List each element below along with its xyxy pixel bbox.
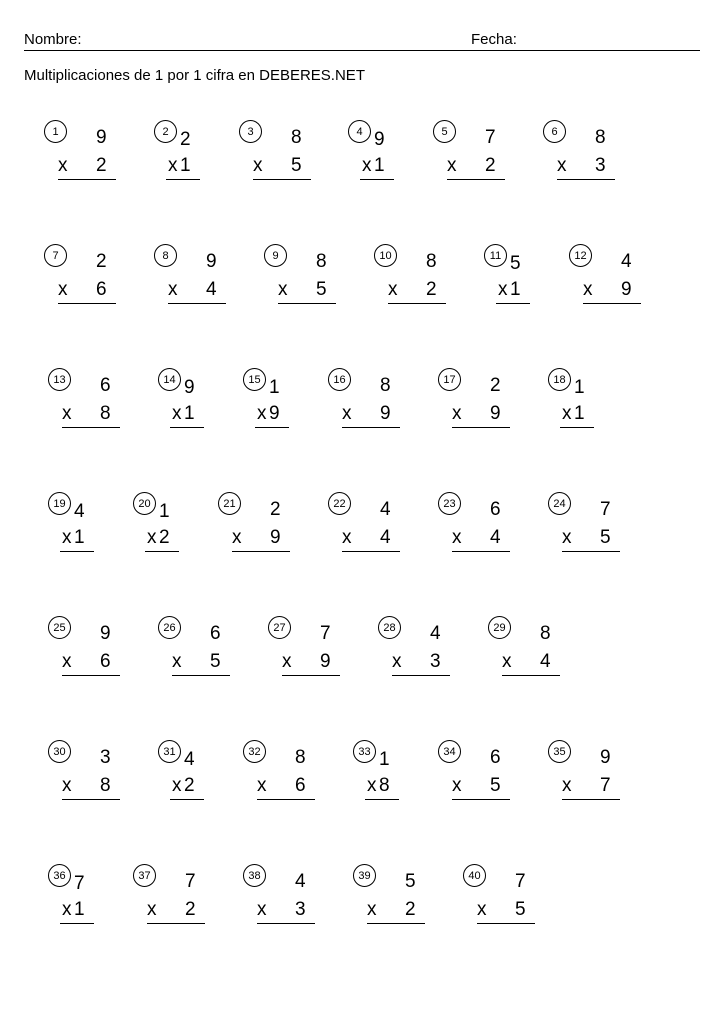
answer-line: [365, 799, 399, 800]
problem-number-badge: 33: [353, 740, 376, 763]
answer-line: [257, 799, 315, 800]
times-sign: x: [342, 527, 352, 548]
problem-number-badge: 21: [218, 492, 241, 515]
multiplier: 3: [430, 651, 441, 672]
multiplicand: 1: [379, 749, 390, 770]
times-sign: x: [172, 651, 182, 672]
answer-line: [282, 675, 340, 676]
problem-19: [48, 492, 118, 558]
problem-number-badge: 38: [243, 864, 266, 887]
answer-line: [452, 551, 510, 552]
problem-31: [158, 740, 228, 806]
answer-line: [278, 303, 336, 304]
times-sign: x: [452, 775, 462, 796]
problem-number-badge: 14: [158, 368, 181, 391]
times-sign: x: [583, 279, 593, 300]
multiplier: 5: [600, 527, 611, 548]
problem-number-badge: 13: [48, 368, 71, 391]
multiplicand: 4: [621, 251, 632, 272]
times-sign: x: [562, 527, 572, 548]
multiplier: 4: [206, 279, 217, 300]
problem-24: [548, 492, 618, 558]
times-sign: x: [367, 775, 377, 796]
problem-number-badge: 26: [158, 616, 181, 639]
problem-25: [48, 616, 118, 682]
multiplicand: 8: [316, 251, 327, 272]
multiplicand: 8: [595, 127, 606, 148]
answer-line: [447, 179, 505, 180]
problem-number-badge: 31: [158, 740, 181, 763]
times-sign: x: [257, 403, 267, 424]
problem-number-badge: 28: [378, 616, 401, 639]
answer-line: [145, 551, 179, 552]
answer-line: [388, 303, 446, 304]
problem-number-badge: 11: [484, 244, 507, 267]
times-sign: x: [232, 527, 242, 548]
problem-29: [488, 616, 558, 682]
multiplier: 2: [184, 775, 195, 796]
times-sign: x: [147, 527, 157, 548]
multiplier: 9: [490, 403, 501, 424]
answer-line: [62, 675, 120, 676]
answer-line: [255, 427, 289, 428]
multiplier: 1: [510, 279, 521, 300]
multiplicand: 1: [269, 377, 280, 398]
date-label: Fecha:: [471, 31, 517, 48]
times-sign: x: [452, 527, 462, 548]
multiplier: 7: [600, 775, 611, 796]
problem-number-badge: 18: [548, 368, 571, 391]
times-sign: x: [62, 527, 72, 548]
multiplicand: 7: [185, 871, 196, 892]
multiplier: 2: [405, 899, 416, 920]
problem-number-badge: 7: [44, 244, 67, 267]
times-sign: x: [278, 279, 288, 300]
problem-32: [243, 740, 313, 806]
problem-number-badge: 32: [243, 740, 266, 763]
problem-7: [44, 244, 114, 310]
problem-15: [243, 368, 313, 434]
answer-line: [342, 427, 400, 428]
multiplicand: 1: [159, 501, 170, 522]
problem-30: [48, 740, 118, 806]
problem-11: [484, 244, 554, 310]
times-sign: x: [562, 775, 572, 796]
times-sign: x: [342, 403, 352, 424]
multiplicand: 3: [100, 747, 111, 768]
problem-5: [433, 120, 503, 186]
problem-3: [239, 120, 309, 186]
multiplier: 9: [621, 279, 632, 300]
times-sign: x: [172, 403, 182, 424]
multiplicand: 9: [100, 623, 111, 644]
problem-14: [158, 368, 228, 434]
multiplier: 6: [96, 279, 107, 300]
answer-line: [560, 427, 594, 428]
times-sign: x: [253, 155, 263, 176]
times-sign: x: [168, 279, 178, 300]
problem-10: [374, 244, 444, 310]
problem-number-badge: 35: [548, 740, 571, 763]
multiplier: 5: [291, 155, 302, 176]
problem-26: [158, 616, 228, 682]
multiplicand: 7: [600, 499, 611, 520]
problem-40: [463, 864, 533, 930]
problem-number-badge: 24: [548, 492, 571, 515]
problem-number-badge: 25: [48, 616, 71, 639]
problem-number-badge: 29: [488, 616, 511, 639]
times-sign: x: [557, 155, 567, 176]
multiplier: 1: [74, 527, 85, 548]
multiplier: 2: [96, 155, 107, 176]
problem-number-badge: 36: [48, 864, 71, 887]
problem-6: [543, 120, 613, 186]
multiplier: 6: [295, 775, 306, 796]
multiplicand: 8: [540, 623, 551, 644]
problem-number-badge: 5: [433, 120, 456, 143]
multiplicand: 6: [100, 375, 111, 396]
multiplicand: 4: [380, 499, 391, 520]
multiplicand: 1: [574, 377, 585, 398]
multiplicand: 4: [74, 501, 85, 522]
answer-line: [170, 799, 204, 800]
multiplier: 8: [100, 775, 111, 796]
problem-number-badge: 20: [133, 492, 156, 515]
answer-line: [342, 551, 400, 552]
answer-line: [166, 179, 200, 180]
answer-line: [452, 799, 510, 800]
problem-18: [548, 368, 618, 434]
answer-line: [62, 799, 120, 800]
answer-line: [360, 179, 394, 180]
multiplier: 9: [269, 403, 280, 424]
multiplier: 1: [180, 155, 191, 176]
answer-line: [392, 675, 450, 676]
multiplicand: 9: [96, 127, 107, 148]
problem-28: [378, 616, 448, 682]
problem-number-badge: 39: [353, 864, 376, 887]
multiplier: 8: [100, 403, 111, 424]
problem-number-badge: 19: [48, 492, 71, 515]
multiplier: 2: [185, 899, 196, 920]
multiplicand: 7: [485, 127, 496, 148]
multiplier: 1: [184, 403, 195, 424]
problem-8: [154, 244, 224, 310]
multiplier: 2: [485, 155, 496, 176]
times-sign: x: [58, 279, 68, 300]
worksheet-title: Multiplicaciones de 1 por 1 cifra en DEBERES.NET: [24, 67, 365, 84]
problem-27: [268, 616, 338, 682]
answer-line: [58, 179, 116, 180]
multiplier: 5: [316, 279, 327, 300]
problem-34: [438, 740, 508, 806]
multiplier: 5: [515, 899, 526, 920]
problem-13: [48, 368, 118, 434]
problem-number-badge: 1: [44, 120, 67, 143]
answer-line: [147, 923, 205, 924]
times-sign: x: [562, 403, 572, 424]
multiplicand: 6: [490, 747, 501, 768]
multiplicand: 5: [405, 871, 416, 892]
problem-23: [438, 492, 508, 558]
name-label: Nombre:: [24, 31, 82, 48]
times-sign: x: [62, 403, 72, 424]
multiplicand: 8: [295, 747, 306, 768]
answer-line: [253, 179, 311, 180]
multiplicand: 9: [374, 129, 385, 150]
multiplier: 5: [210, 651, 221, 672]
answer-line: [477, 923, 535, 924]
problem-1: [44, 120, 114, 186]
times-sign: x: [362, 155, 372, 176]
multiplicand: 4: [184, 749, 195, 770]
times-sign: x: [392, 651, 402, 672]
problem-number-badge: 27: [268, 616, 291, 639]
times-sign: x: [62, 899, 72, 920]
multiplier: 4: [380, 527, 391, 548]
answer-line: [583, 303, 641, 304]
multiplicand: 7: [74, 873, 85, 894]
times-sign: x: [477, 899, 487, 920]
times-sign: x: [502, 651, 512, 672]
answer-line: [168, 303, 226, 304]
answer-line: [562, 799, 620, 800]
problem-number-badge: 40: [463, 864, 486, 887]
multiplicand: 9: [184, 377, 195, 398]
multiplier: 3: [595, 155, 606, 176]
problem-number-badge: 10: [374, 244, 397, 267]
multiplicand: 7: [515, 871, 526, 892]
problem-number-badge: 23: [438, 492, 461, 515]
problem-number-badge: 17: [438, 368, 461, 391]
times-sign: x: [62, 651, 72, 672]
problem-33: [353, 740, 423, 806]
answer-line: [502, 675, 560, 676]
multiplicand: 7: [320, 623, 331, 644]
problem-35: [548, 740, 618, 806]
problem-number-badge: 9: [264, 244, 287, 267]
multiplier: 5: [490, 775, 501, 796]
problem-number-badge: 4: [348, 120, 371, 143]
times-sign: x: [168, 155, 178, 176]
times-sign: x: [147, 899, 157, 920]
multiplicand: 4: [430, 623, 441, 644]
times-sign: x: [282, 651, 292, 672]
times-sign: x: [62, 775, 72, 796]
answer-line: [60, 551, 94, 552]
times-sign: x: [498, 279, 508, 300]
answer-line: [496, 303, 530, 304]
answer-line: [232, 551, 290, 552]
multiplier: 1: [74, 899, 85, 920]
multiplicand: 8: [426, 251, 437, 272]
answer-line: [58, 303, 116, 304]
answer-line: [557, 179, 615, 180]
times-sign: x: [367, 899, 377, 920]
times-sign: x: [257, 899, 267, 920]
multiplier: 8: [379, 775, 390, 796]
times-sign: x: [388, 279, 398, 300]
multiplicand: 2: [180, 129, 191, 150]
multiplier: 2: [159, 527, 170, 548]
problem-9: [264, 244, 334, 310]
answer-line: [170, 427, 204, 428]
answer-line: [452, 427, 510, 428]
multiplicand: 5: [510, 253, 521, 274]
times-sign: x: [257, 775, 267, 796]
multiplicand: 2: [270, 499, 281, 520]
multiplier: 1: [374, 155, 385, 176]
multiplicand: 8: [380, 375, 391, 396]
multiplier: 9: [270, 527, 281, 548]
problem-4: [348, 120, 418, 186]
answer-line: [257, 923, 315, 924]
multiplier: 4: [540, 651, 551, 672]
answer-line: [367, 923, 425, 924]
problem-12: [569, 244, 639, 310]
multiplier: 4: [490, 527, 501, 548]
times-sign: x: [172, 775, 182, 796]
times-sign: x: [452, 403, 462, 424]
problem-number-badge: 37: [133, 864, 156, 887]
problem-number-badge: 12: [569, 244, 592, 267]
answer-line: [172, 675, 230, 676]
multiplier: 2: [426, 279, 437, 300]
times-sign: x: [447, 155, 457, 176]
problem-number-badge: 6: [543, 120, 566, 143]
problem-number-badge: 3: [239, 120, 262, 143]
answer-line: [562, 551, 620, 552]
problem-39: [353, 864, 423, 930]
multiplier: 9: [320, 651, 331, 672]
multiplicand: 2: [96, 251, 107, 272]
multiplicand: 9: [600, 747, 611, 768]
problem-number-badge: 16: [328, 368, 351, 391]
times-sign: x: [58, 155, 68, 176]
problem-number-badge: 22: [328, 492, 351, 515]
problem-17: [438, 368, 508, 434]
multiplier: 3: [295, 899, 306, 920]
problem-2: [154, 120, 224, 186]
multiplier: 9: [380, 403, 391, 424]
problem-38: [243, 864, 313, 930]
problem-number-badge: 15: [243, 368, 266, 391]
problem-21: [218, 492, 288, 558]
multiplicand: 4: [295, 871, 306, 892]
multiplicand: 8: [291, 127, 302, 148]
multiplicand: 9: [206, 251, 217, 272]
answer-line: [62, 427, 120, 428]
multiplier: 6: [100, 651, 111, 672]
problem-37: [133, 864, 203, 930]
problem-number-badge: 34: [438, 740, 461, 763]
multiplier: 1: [574, 403, 585, 424]
multiplicand: 6: [210, 623, 221, 644]
problem-22: [328, 492, 398, 558]
problem-16: [328, 368, 398, 434]
answer-line: [60, 923, 94, 924]
multiplicand: 2: [490, 375, 501, 396]
problem-20: [133, 492, 203, 558]
problem-36: [48, 864, 118, 930]
problem-number-badge: 30: [48, 740, 71, 763]
problem-number-badge: 8: [154, 244, 177, 267]
problem-number-badge: 2: [154, 120, 177, 143]
multiplicand: 6: [490, 499, 501, 520]
